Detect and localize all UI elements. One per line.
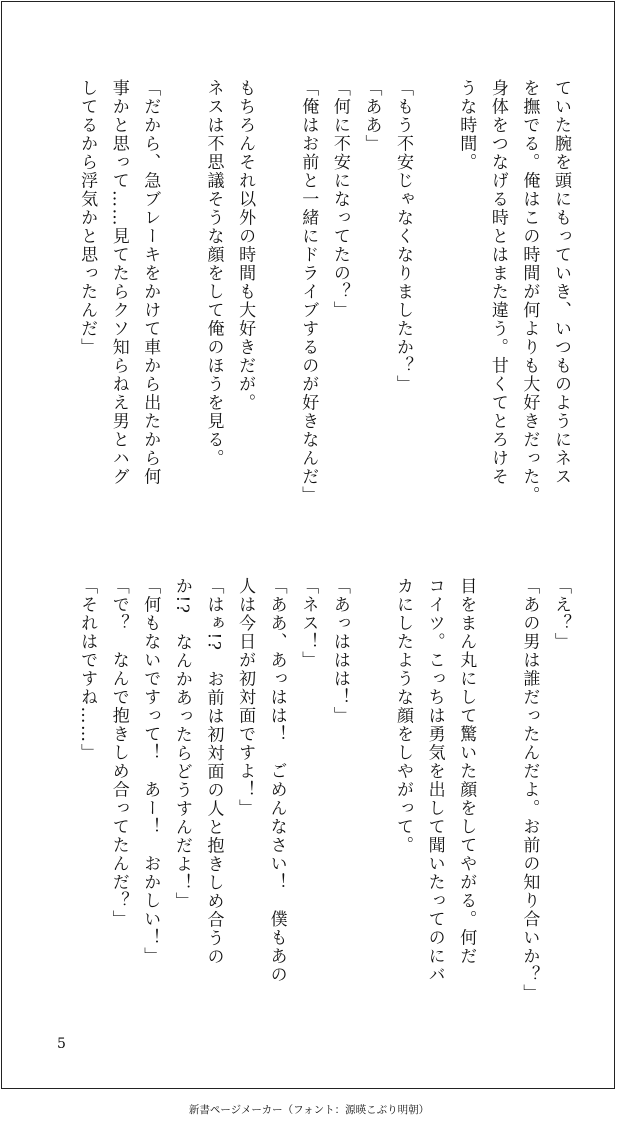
text-line: もちろんそれ以外の時間も大好きだが。 [235, 79, 256, 412]
text-line: 身体をつなげる時とはまた違う。甘くてとろけそ [487, 79, 508, 486]
text-line: 「ああ」 [361, 79, 382, 153]
text-line: 「あの男は誰だったんだよ。お前の知り合いか？」 [519, 577, 540, 1003]
text-line: 目をまん丸にして驚いた顔をしてやがる。何だ [456, 577, 477, 966]
text-line: うな時間。 [456, 79, 477, 172]
text-line: 人は今日が初対面ですよ！」 [235, 577, 256, 818]
text-line: 「何もないですって！ あー！ おかしい！」 [140, 577, 161, 966]
text-line: か!? なんかあったらどうすんだよ！」 [171, 577, 192, 911]
text-line: 「はぁ!? お前は初対面の人と抱きしめ合うの [203, 577, 224, 966]
text-line: カにしたような顔をしやがって。 [393, 577, 414, 855]
book-page [1, 1, 615, 1089]
text-line: ネスは不思議そうな顔をして俺のほうを見る。 [203, 79, 224, 468]
text-line: 「あっははは！」 [329, 577, 350, 725]
text-line: 「もう不安じゃなくなりましたか？」 [393, 79, 414, 394]
top-text-block [36, 79, 576, 519]
text-line: してるから浮気かと思ったんだ」 [77, 79, 98, 357]
text-line: ていた腕を頭にもっていき、いつものようにネス [551, 79, 571, 486]
text-line: 「俺はお前と一緒にドライブするのが好きなんだ」 [298, 79, 319, 505]
text-line: 「で？ なんで抱きしめ合ってたんだ？」 [108, 577, 129, 929]
text-line: 「ネス！」 [298, 577, 319, 670]
text-line: コイツ。こっちは勇気を出して聞いたってのにバ [424, 577, 445, 984]
text-line: 「ああ、あっはは！ ごめんなさい！ 僕もあの [266, 577, 287, 984]
text-line: 「え？」 [551, 577, 571, 651]
bottom-text-block [36, 577, 576, 1017]
text-line: 事かと思って……見てたらクソ知らねえ男とハグ [108, 79, 129, 486]
text-line: 「だから、急ブレーキをかけて車から出たから何 [140, 79, 161, 486]
text-line: 「何に不安になってたの？」 [329, 79, 350, 320]
page-number: 5 [57, 1036, 66, 1052]
text-line: を撫でる。俺はこの時間が何よりも大好きだった。 [519, 79, 540, 505]
text-line: 「それはですね……」 [77, 577, 98, 762]
generator-caption: 新書ページメーカー（フォント：源暎こぶり明朝） [188, 1104, 430, 1116]
